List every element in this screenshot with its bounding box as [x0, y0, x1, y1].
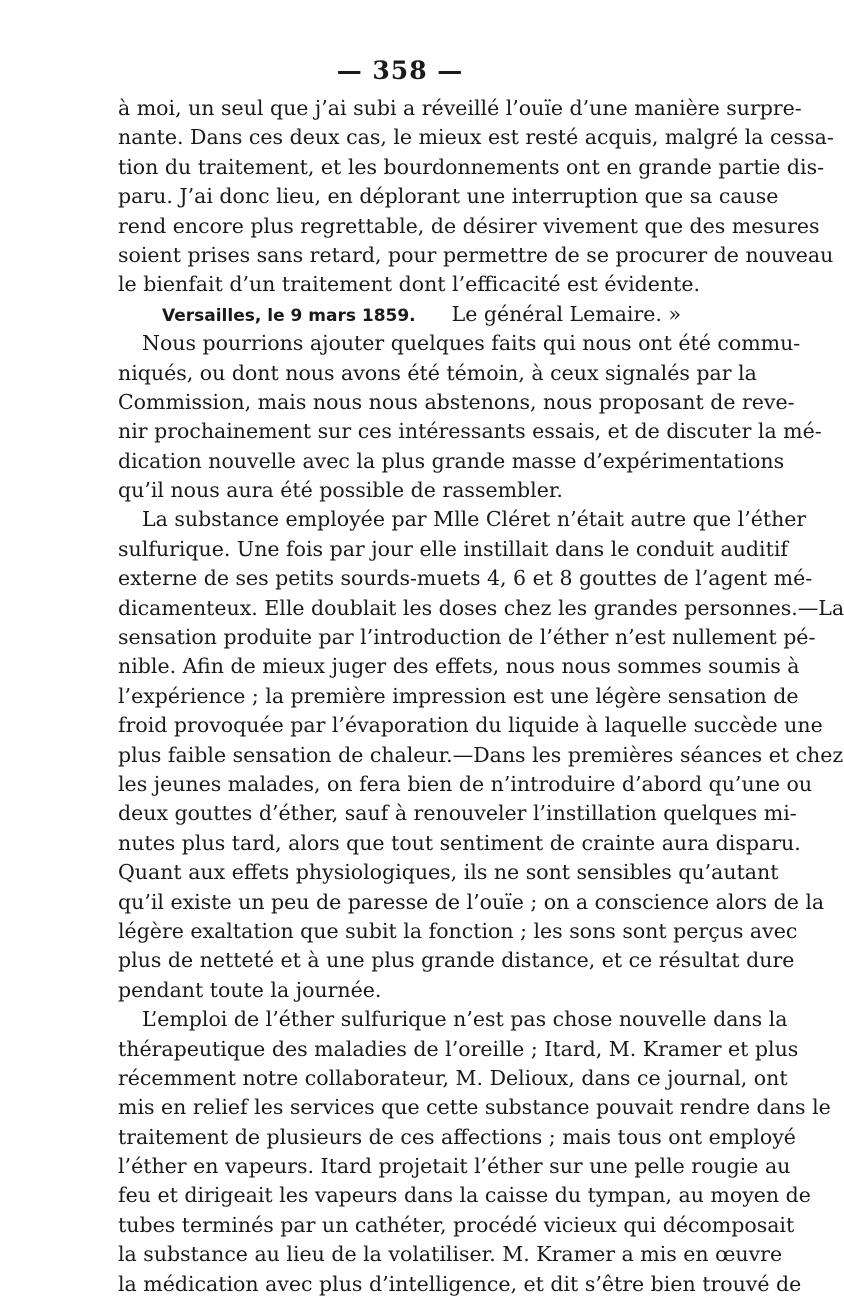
text-line: plus de netteté et à une plus grande distance, et ce résultat dure [118, 948, 795, 973]
text-line: à moi, un seul que j’ai subi a réveillé l’ouïe d’une manière surpre- [118, 96, 802, 120]
text-line: la médication avec plus d’intelligence, et dit s’être bien trouvé de [118, 1271, 802, 1296]
text-line: Commission, mais nous nous abstenons, nous proposant de reve- [118, 389, 795, 414]
text-line: La substance employée par Mlle Cléret n’était autre que l’éther [142, 507, 807, 532]
text-line: externe de ses petits sourds-muets 4, 6 et 8 gouttes de l’agent mé- [118, 566, 813, 591]
text-line: tion du traitement, et les bourdonnements ont en grande partie dis- [118, 154, 825, 179]
text-line: plus faible sensation de chaleur.—Dans les premières séances et chez [118, 742, 844, 767]
text-line: sulfurique. Une fois par jour elle instillait dans le conduit auditif [118, 536, 788, 561]
text-line: deux gouttes d’éther, sauf à renouveler l’instillation quelques mi- [118, 801, 797, 826]
text-line: thérapeutique des maladies de l’oreille ; Itard, M. Kramer et plus [118, 1036, 799, 1061]
signature-name: Le général Lemaire. » [451, 301, 681, 326]
text-line: mis en relief les services que cette substance pouvait rendre dans le [118, 1095, 831, 1120]
text-line: nir prochainement sur ces intéressants essais, et de discuter la mé- [118, 419, 822, 444]
text-line: l’éther en vapeurs. Itard projetait l’éther sur une pelle rougie au [118, 1154, 791, 1179]
text-line: traitement de plusieurs de ces affections ; mais tous ont employé [118, 1124, 796, 1149]
text-line: dication nouvelle avec la plus grande masse d’expérimentations [118, 448, 785, 473]
text-line: qu’il existe un peu de paresse de l’ouïe ; on a conscience alors de la [118, 889, 825, 914]
text-line: tubes terminés par un cathéter, procédé vicieux qui décomposait [118, 1212, 795, 1237]
text-line: niqués, ou dont nous avons été témoin, à ceux signalés par la [118, 360, 757, 385]
text-line: sensation produite par l’introduction de l’éther n’est nullement pé- [118, 625, 816, 650]
page-number: — 358 — [336, 56, 464, 85]
text-line: Quant aux effets physiologiques, ils ne sont sensibles qu’autant [118, 860, 779, 885]
text-line: rend encore plus regrettable, de désirer vivement que des mesures [118, 213, 820, 238]
text-line: L’emploi de l’éther sulfurique n’est pas chose nouvelle dans la [142, 1007, 788, 1032]
text-line: froid provoquée par l’évaporation du liquide à laquelle succède une [118, 713, 823, 738]
text-line: nible. Afin de mieux juger des effets, nous nous sommes soumis à [118, 654, 800, 679]
text-line: pendant toute la journée. [118, 977, 382, 1002]
text-line: paru. J’ai donc lieu, en déplorant une interruption que sa cause [118, 184, 779, 209]
body-text [118, 94, 844, 1299]
text-line: qu’il nous aura été possible de rassembler. [118, 478, 563, 503]
text-line: récemment notre collaborateur, M. Delioux, dans ce journal, ont [118, 1065, 788, 1090]
text-line: nante. Dans ces deux cas, le mieux est resté acquis, malgré la cessa- [118, 125, 834, 150]
text-line: l’expérience ; la première impression est une légère sensation de [118, 683, 799, 708]
signature-line [118, 300, 681, 329]
text-line: légère exaltation que subit la fonction ; les sons sont perçus avec [118, 918, 798, 943]
text-line: nutes plus tard, alors que tout sentiment de crainte aura disparu. [118, 830, 801, 855]
text-line: soient prises sans retard, pour permettre de se procurer de nouveau [118, 242, 834, 267]
text-line: les jeunes malades, on fera bien de n’introduire d’abord qu’une ou [118, 771, 813, 796]
text-line: la substance au lieu de la volatiliser. M. Kramer a mis en œuvre [118, 1242, 783, 1267]
text-line: feu et dirigeait les vapeurs dans la caisse du tympan, au moyen de [118, 1183, 811, 1208]
signature-place-date: Versailles, le 9 mars 1859. [162, 305, 416, 326]
text-line: le bienfait d’un traitement dont l’efficacité est évidente. [118, 272, 701, 297]
text-line: Nous pourrions ajouter quelques faits qui nous ont été commu- [142, 331, 801, 356]
text-line: dicamenteux. Elle doublait les doses chez les grandes personnes.—La [118, 595, 844, 620]
